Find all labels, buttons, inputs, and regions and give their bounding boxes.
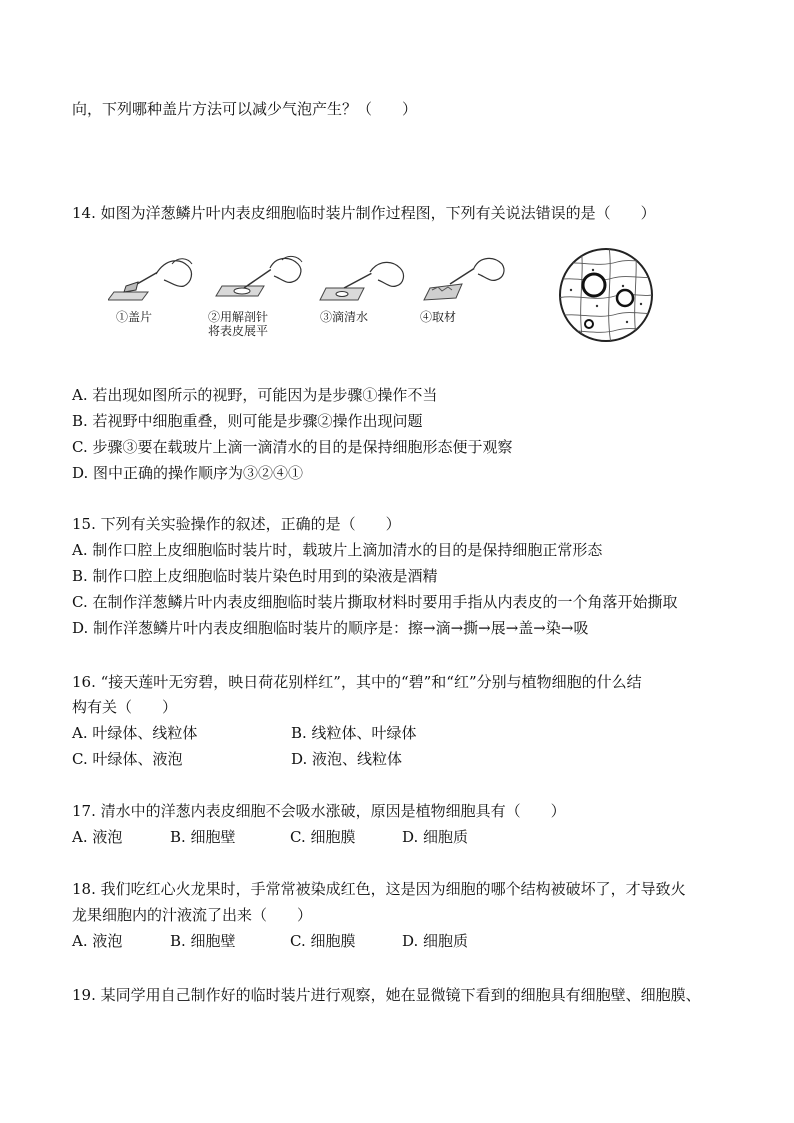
q19-stem: 19. 某同学用自己制作好的临时装片进行观察，她在显微镜下看到的细胞具有细胞壁、细胞膜、: [72, 986, 701, 1004]
q17-option-b: B. 细胞壁: [170, 828, 236, 846]
q15-option-c: C. 在制作洋葱鳞片叶内表皮细胞临时装片撕取材料时要用手指从内表皮的一个角落开始撕取: [72, 593, 678, 611]
q17-stem: 17. 清水中的洋葱内表皮细胞不会吸水涨破，原因是植物细胞具有（ ）: [72, 802, 566, 820]
q16-option-c: C. 叶绿体、液泡: [72, 750, 183, 768]
caption-step2-line1: ②用解剖针: [208, 310, 269, 324]
q17-option-c: C. 细胞膜: [290, 828, 356, 846]
step1-cover-slip-illustration: [108, 252, 200, 310]
q14-option-c: C. 步骤③要在载玻片上滴一滴清水的目的是保持细胞形态便于观察: [72, 438, 513, 456]
q16-option-a: A. 叶绿体、线粒体: [72, 724, 198, 742]
step4-take-material-illustration: [416, 254, 508, 310]
q15-stem: 15. 下列有关实验操作的叙述，正确的是（ ）: [72, 515, 401, 533]
q15-option-a: A. 制作口腔上皮细胞临时装片时，载玻片上滴加清水的目的是保持细胞正常形态: [72, 541, 603, 559]
q17-option-a: A. 液泡: [72, 828, 123, 846]
step3-dropper-illustration: [318, 258, 410, 310]
q18-option-d: D. 细胞质: [402, 932, 469, 950]
caption-step4: ④取材: [420, 310, 457, 324]
step2-dissecting-needle-illustration: [210, 252, 308, 310]
q18-option-a: A. 液泡: [72, 932, 123, 950]
q15-option-d: D. 制作洋葱鳞片叶内表皮细胞临时装片的顺序是：擦→滴→撕→展→盖→染→吸: [72, 619, 589, 637]
q16-option-b: B. 线粒体、叶绿体: [291, 724, 417, 742]
caption-step3: ③滴清水: [320, 310, 369, 324]
q14-option-d: D. 图中正确的操作顺序为③②④①: [72, 464, 304, 482]
q16-stem-line2: 构有关（ ）: [72, 698, 178, 716]
q16-option-d: D. 液泡、线粒体: [291, 750, 403, 768]
q14-option-b: B. 若视野中细胞重叠，则可能是步骤②操作出现问题: [72, 412, 423, 430]
q17-option-d: D. 细胞质: [402, 828, 469, 846]
q18-stem-line1: 18. 我们吃红心火龙果时，手常常被染成红色，这是因为细胞的哪个结构被破坏了，才导致火: [72, 880, 686, 898]
caption-step2-line2: 将表皮展平: [208, 324, 269, 338]
q18-stem-line2: 龙果细胞内的汁液流了出来（ ）: [72, 906, 313, 924]
q18-option-b: B. 细胞壁: [170, 932, 236, 950]
q16-stem-line1: 16. “接天莲叶无穷碧，映日荷花别样红”，其中的“碧”和“红”分别与植物细胞的什么结: [72, 673, 642, 691]
q15-option-b: B. 制作口腔上皮细胞临时装片染色时用到的染液是酒精: [72, 567, 438, 585]
microscope-field-of-view: [557, 246, 655, 344]
caption-step1: ①盖片: [116, 310, 153, 324]
q13-tail: 向，下列哪种盖片方法可以减少气泡产生？（ ）: [72, 100, 418, 118]
q18-option-c: C. 细胞膜: [290, 932, 356, 950]
q14-option-a: A. 若出现如图所示的视野，可能因为是步骤①操作不当: [72, 386, 438, 404]
q14-stem: 14. 如图为洋葱鳞片叶内表皮细胞临时装片制作过程图，下列有关说法错误的是（ ）: [72, 204, 656, 222]
